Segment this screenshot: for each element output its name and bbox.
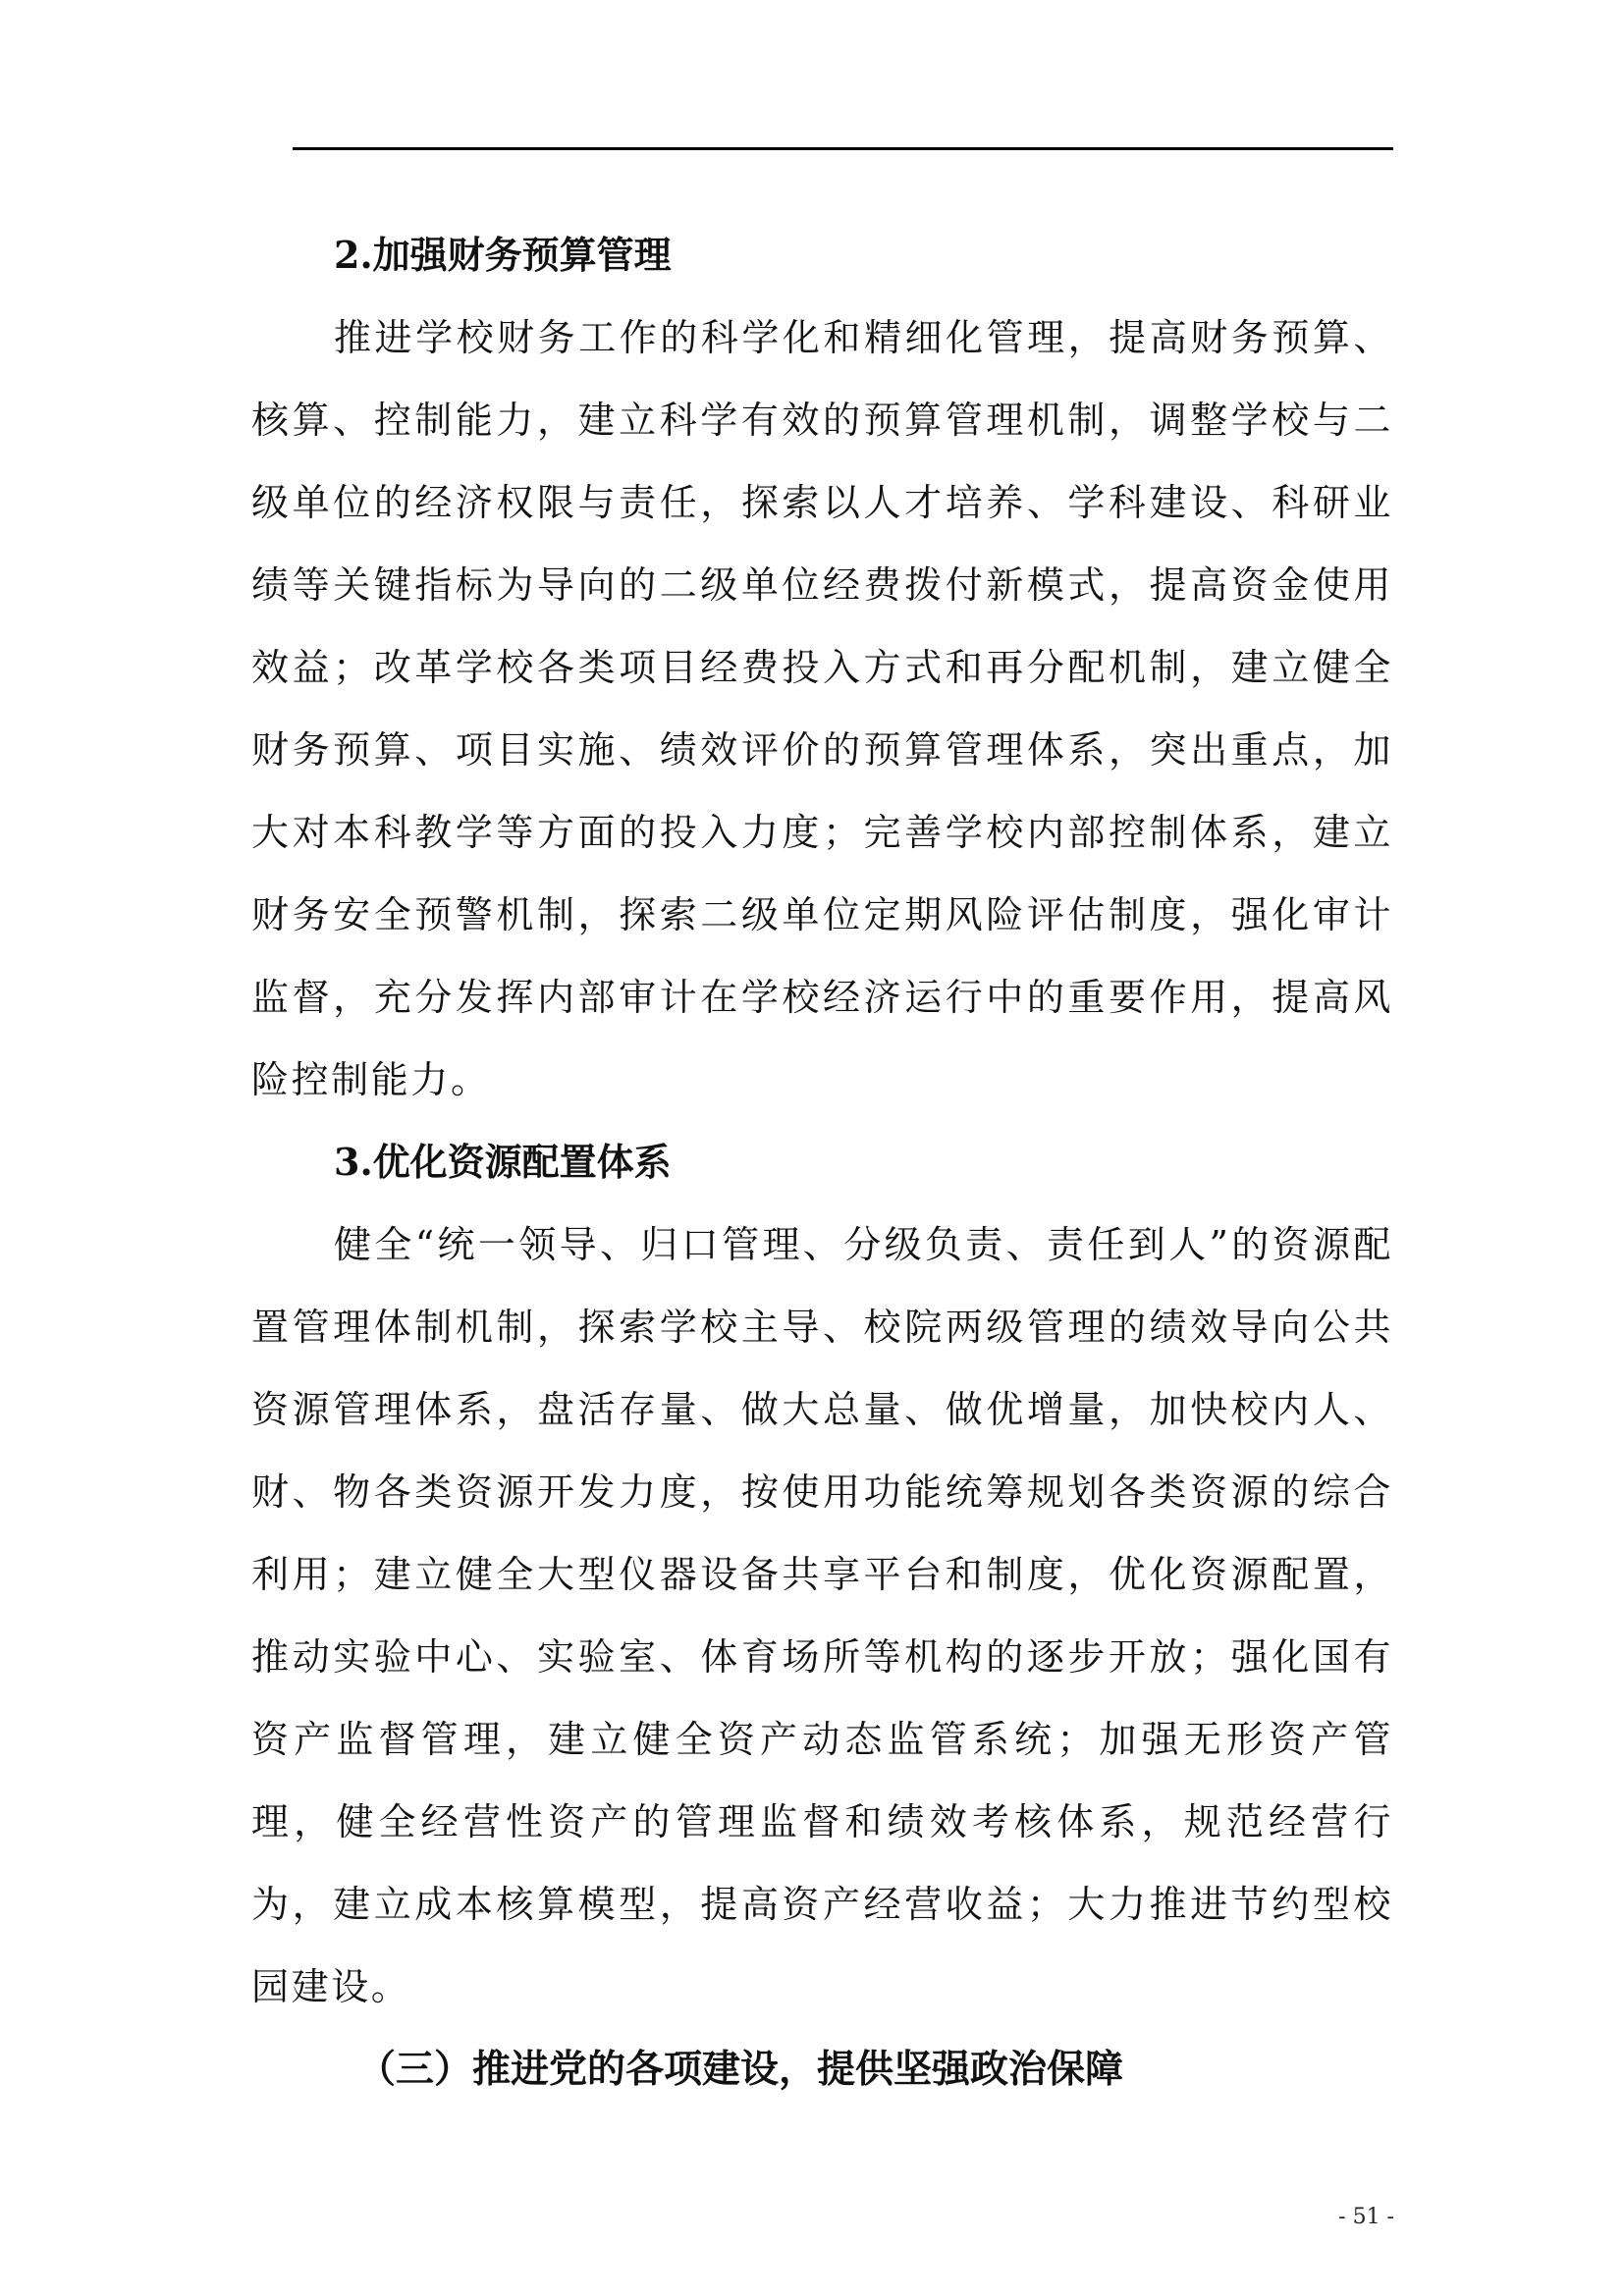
document-body [251,214,1393,2110]
paragraph-budget: 推进学校财务工作的科学化和精细化管理，提高财务预算、核算、控制能力，建立科学有效的预算管理机制，调整学校与二级单位的经济权限与责任，探索以人才培养、学科建设、科研业绩等关键指标为导向的二级单位经费拨付新模式，提高资金使用效益；改革学校各类项目经费投入方式和再分配机制，建立健全财务预算、项目实施、绩效评价的预算管理体系，突出重点，加大对本科教学等方面的投入力度；完善学校内部控制体系，建立财务安全预警机制，探索二级单位定期风险评估制度，强化审计监督，充分发挥内部审计在学校经济运行中的重要作用，提高风险控制能力。 [251,316,1393,1101]
paragraph-resources: 健全“统一领导、归口管理、分级负责、责任到人”的资源配置管理体制机制，探索学校主导、校院两级管理的绩效导向公共资源管理体系，盘活存量、做大总量、做优增量，加快校内人、财、物各类资源开发力度，按使用功能统筹规划各类资源的综合利用；建立健全大型仪器设备共享平台和制度，优化资源配置，推动实验中心、实验室、体育场所等机构的逐步开放；强化国有资产监督管理，建立健全资产动态监管系统；加强无形资产管理，健全经营性资产的管理监督和绩效考核体系，规范经营行为，建立成本核算模型，提高资产经营收益；大力推进节约型校园建设。 [251,1223,1393,2008]
page-number: - 51 - [1338,2205,1394,2229]
header-rule [293,147,1393,150]
section-heading-party-building: （三）推进党的各项建设，提供坚强政治保障 [357,2047,1124,2092]
subsection-heading-budget: 2.加强财务预算管理 [334,233,672,277]
subsection-heading-resources: 3.优化资源配置体系 [334,1140,672,1184]
